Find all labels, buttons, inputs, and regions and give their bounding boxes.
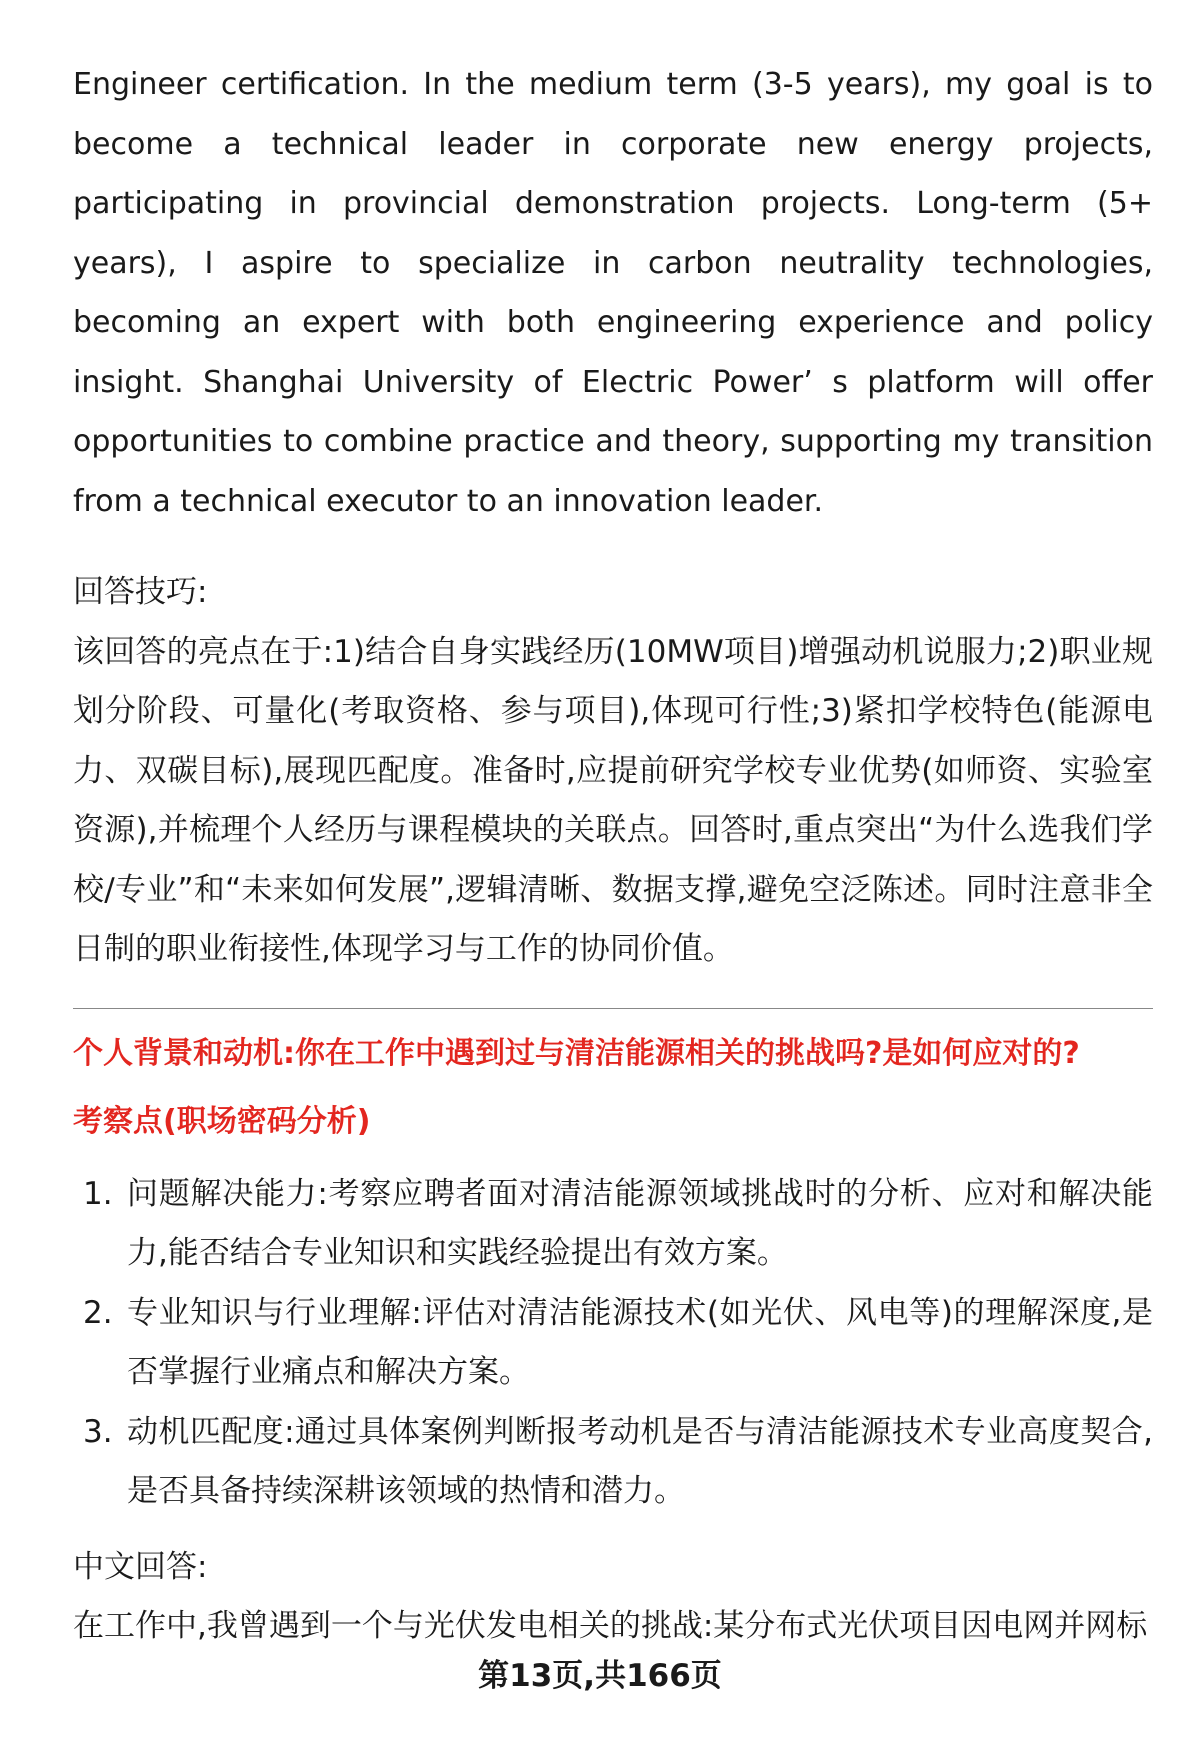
tips-paragraph: 该回答的亮点在于:1)结合自身实践经历(10MW项目)增强动机说服力;2)职业规划分阶段、可量化(考取资格、参与项目),体现可行性;3)紧扣学校特色(能源电力、双碳目标),展现匹配度。准备时,应提前研究学校专业优势(如师资、实验室资源),并梳理个人经历与课程模块的关联点。回答时,重点突出“为什么选我们学校/专业”和“未来如何发展”,逻辑清晰、数据支撑,避免空泛陈述。同时注意非全日制的职业衔接性,体现学习与工作的协同价值。 <box>73 633 1153 967</box>
focus-heading: 考察点(职场密码分析) <box>73 1103 371 1139</box>
list-item <box>73 1403 1153 1522</box>
list-item <box>73 1165 1153 1284</box>
list-item-text: 动机匹配度:通过具体案例判断报考动机是否与清洁能源技术专业高度契合,是否具备持续深耕该领域的热情和潜力。 <box>127 1413 1153 1509</box>
list-item-text: 专业知识与行业理解:评估对清洁能源技术(如光伏、风电等)的理解深度,是否掌握行业痛点和解决方案。 <box>127 1294 1153 1390</box>
focus-points-list <box>73 1165 1153 1522</box>
list-item-number: 2. <box>83 1294 113 1331</box>
list-item-text: 问题解决能力:考察应聘者面对清洁能源领域挑战时的分析、应对和解决能力,能否结合专业知识和实践经验提出有效方案。 <box>127 1175 1153 1271</box>
english-answer-paragraph: Engineer certification. In the medium term (3-5 years), my goal is to become a technical leader in corporate new energy projects, participating in provincial demonstration projects. Long-term (5+ years), I aspire to specialize in carbon neutrality technologies, becoming an expert with both engineering experience and policy insight. Shanghai University of Electric Power’ s platform will offer opportunities to combine practice and theory, supporting my transition from a technical executor to an innovation leader. <box>73 67 1153 519</box>
question-title: 个人背景和动机:你在工作中遇到过与清洁能源相关的挑战吗?是如何应对的? <box>73 1035 1080 1071</box>
page-indicator: 第13页,共166页 <box>478 1658 722 1694</box>
list-item-number: 1. <box>83 1175 113 1212</box>
chinese-answer-label: 中文回答: <box>73 1548 208 1585</box>
list-item-number: 3. <box>83 1413 113 1450</box>
tips-label: 回答技巧: <box>73 574 208 610</box>
chinese-answer-paragraph: 在工作中,我曾遇到一个与光伏发电相关的挑战:某分布式光伏项目因电网并网标 <box>73 1608 1148 1644</box>
section-divider <box>73 1008 1153 1009</box>
list-item <box>73 1284 1153 1403</box>
document-page <box>73 55 1153 1657</box>
